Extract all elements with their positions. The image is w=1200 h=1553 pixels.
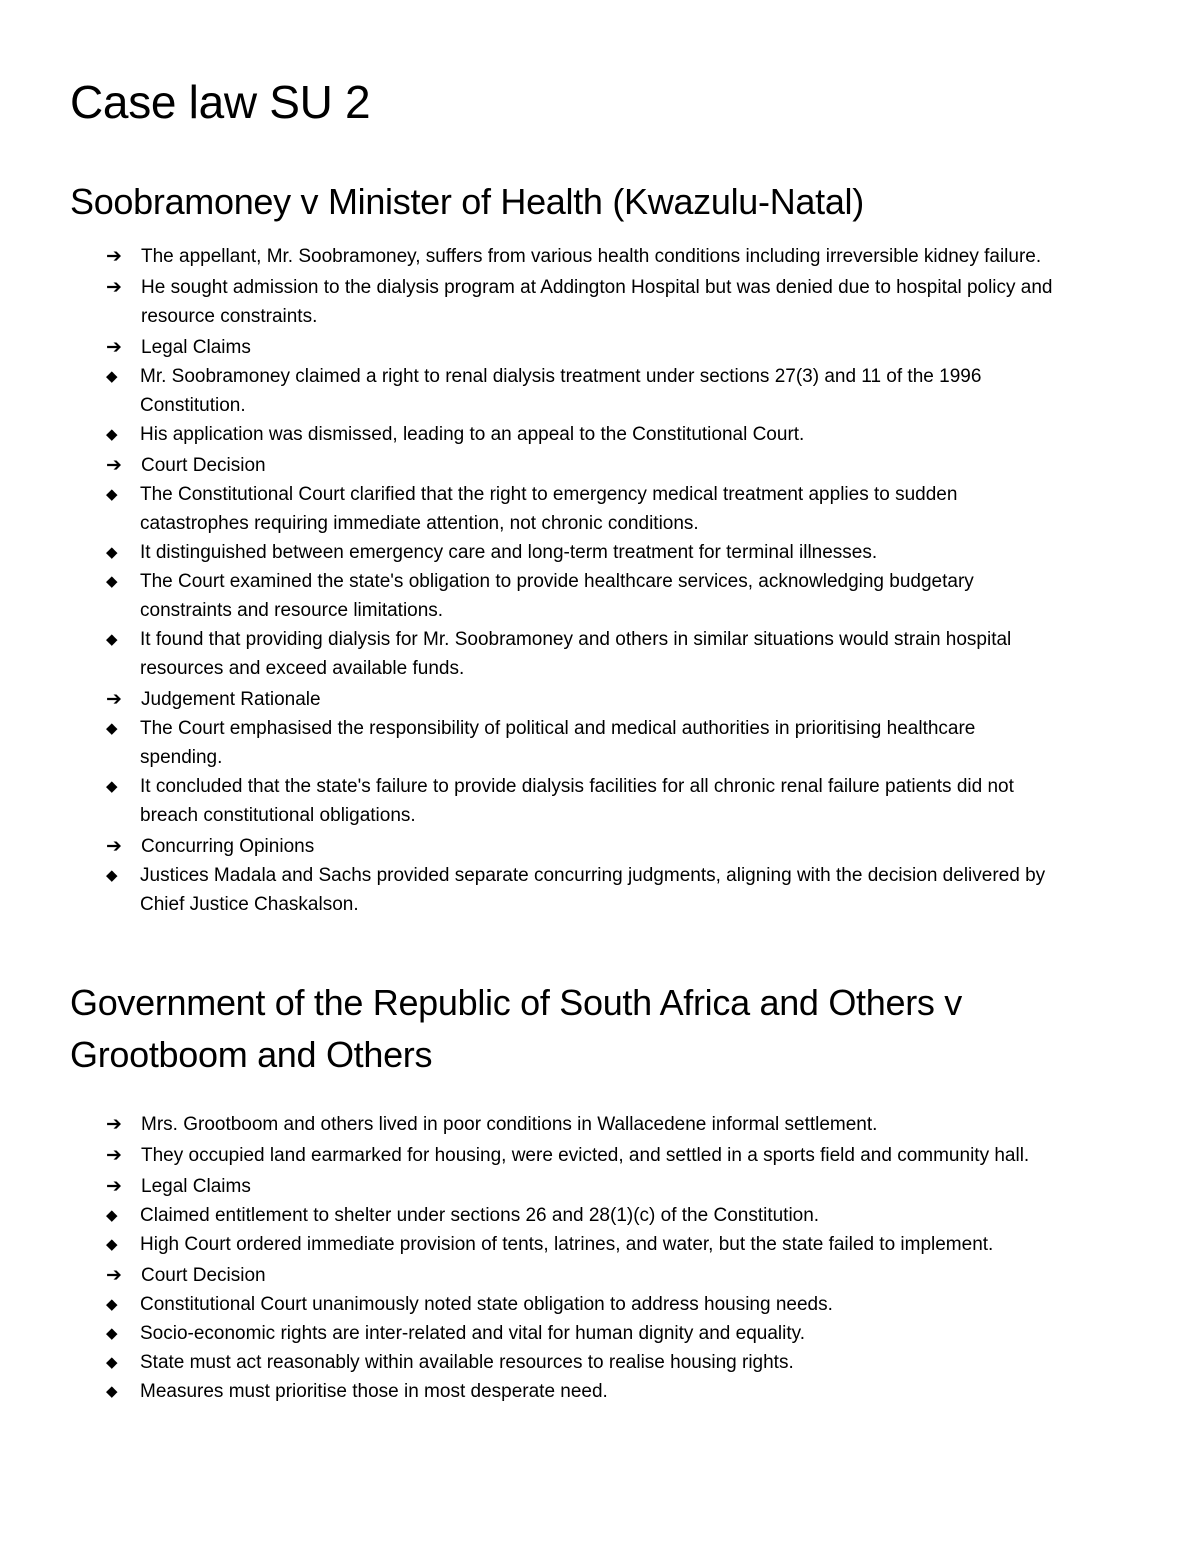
bullet-list [0, 242, 1200, 919]
list-item-text: Court Decision [141, 1265, 266, 1286]
arrow-bullet-icon: ➔ [106, 1175, 122, 1197]
sub-list-item-text: It found that providing dialysis for Mr. Soobramoney and others in similar situations would strain hospital resources and exceed available funds. [140, 629, 1012, 679]
sub-list-item [70, 861, 1052, 919]
list-item-text: Mrs. Grootboom and others lived in poor conditions in Wallacedene informal settlement. [141, 1114, 878, 1135]
arrow-bullet-icon: ➔ [106, 688, 122, 710]
list-item [0, 333, 1106, 449]
list-item-text: Legal Claims [141, 337, 251, 358]
bullet-list [0, 1110, 1200, 1406]
arrow-bullet-icon: ➔ [106, 276, 122, 298]
sub-bullet-list [70, 1290, 1106, 1406]
sub-bullet-list [70, 480, 1106, 683]
sub-list-item [70, 1319, 1052, 1348]
diamond-bullet-icon: ◆ [106, 1382, 118, 1400]
diamond-bullet-icon: ◆ [106, 1295, 118, 1313]
list-item [0, 273, 1106, 331]
sub-list-item [70, 420, 1052, 449]
arrow-bullet-icon: ➔ [106, 1113, 122, 1135]
document-title: Case law SU 2 [70, 76, 371, 128]
diamond-bullet-icon: ◆ [106, 630, 118, 648]
sub-list-item [70, 567, 1052, 625]
sub-list-item-text: Socio-economic rights are inter-related and vital for human dignity and equality. [140, 1323, 805, 1344]
case-body [0, 1110, 1200, 1408]
sub-list-item [70, 1290, 1052, 1319]
list-item-text: He sought admission to the dialysis program at Addington Hospital but was denied due to hospital policy and resource constraints. [141, 277, 1053, 327]
sub-list-item-text: Justices Madala and Sachs provided separate concurring judgments, aligning with the decision delivered by Chief Justice Chaskalson. [140, 865, 1046, 915]
arrow-bullet-icon: ➔ [106, 245, 122, 267]
diamond-bullet-icon: ◆ [106, 485, 118, 503]
sub-list-item-text: His application was dismissed, leading to an appeal to the Constitutional Court. [140, 424, 805, 445]
case-title: Government of the Republic of South Africa and Others v Grootboom and Others [70, 982, 962, 1075]
diamond-bullet-icon: ◆ [106, 543, 118, 561]
arrow-bullet-icon: ➔ [106, 336, 122, 358]
list-item [0, 685, 1106, 830]
sub-list-item [70, 1201, 1052, 1230]
list-item [0, 451, 1106, 683]
sub-bullet-list [70, 1201, 1106, 1259]
sub-list-item-text: State must act reasonably within available resources to realise housing rights. [140, 1352, 794, 1373]
diamond-bullet-icon: ◆ [106, 572, 118, 590]
diamond-bullet-icon: ◆ [106, 367, 118, 385]
list-item [0, 1141, 1106, 1170]
arrow-bullet-icon: ➔ [106, 454, 122, 476]
sub-list-item-text: The Court emphasised the responsibility of political and medical authorities in prioritising healthcare spending. [140, 718, 976, 768]
diamond-bullet-icon: ◆ [106, 777, 118, 795]
arrow-bullet-icon: ➔ [106, 1264, 122, 1286]
arrow-bullet-icon: ➔ [106, 835, 122, 857]
diamond-bullet-icon: ◆ [106, 866, 118, 884]
sub-list-item [70, 772, 1052, 830]
sub-list-item [70, 1377, 1052, 1406]
list-item [0, 832, 1106, 919]
list-item [0, 1172, 1106, 1259]
list-item-text: The appellant, Mr. Soobramoney, suffers from various health conditions including irreversible kidney failure. [141, 246, 1042, 267]
case-title: Soobramoney v Minister of Health (Kwazulu-Natal) [70, 181, 864, 222]
sub-list-item-text: The Court examined the state's obligation to provide healthcare services, acknowledging budgetary constraints and resource limitations. [140, 571, 974, 621]
sub-list-item [70, 1348, 1052, 1377]
sub-bullet-list [70, 861, 1106, 919]
sub-list-item-text: Constitutional Court unanimously noted state obligation to address housing needs. [140, 1294, 833, 1315]
sub-bullet-list [70, 362, 1106, 449]
sub-list-item [70, 625, 1052, 683]
sub-list-item-text: It concluded that the state's failure to provide dialysis facilities for all chronic renal failure patients did not breach constitutional obligations. [140, 776, 1014, 826]
diamond-bullet-icon: ◆ [106, 1235, 118, 1253]
list-item-text: They occupied land earmarked for housing, were evicted, and settled in a sports field and community hall. [141, 1145, 1030, 1166]
arrow-bullet-icon: ➔ [106, 1144, 122, 1166]
sub-list-item [70, 1230, 1052, 1259]
diamond-bullet-icon: ◆ [106, 1353, 118, 1371]
sub-list-item-text: Measures must prioritise those in most desperate need. [140, 1381, 608, 1402]
sub-list-item [70, 538, 1052, 567]
sub-list-item [70, 480, 1052, 538]
list-item-text: Judgement Rationale [141, 689, 321, 710]
sub-list-item [70, 714, 1052, 772]
list-item-text: Concurring Opinions [141, 836, 315, 857]
list-item-text: Legal Claims [141, 1176, 251, 1197]
sub-list-item-text: Claimed entitlement to shelter under sections 26 and 28(1)(c) of the Constitution. [140, 1205, 820, 1226]
diamond-bullet-icon: ◆ [106, 719, 118, 737]
sub-list-item-text: High Court ordered immediate provision of tents, latrines, and water, but the state failed to implement. [140, 1234, 994, 1255]
sub-bullet-list [70, 714, 1106, 830]
diamond-bullet-icon: ◆ [106, 425, 118, 443]
sub-list-item [70, 362, 1052, 420]
diamond-bullet-icon: ◆ [106, 1206, 118, 1224]
sub-list-item-text: It distinguished between emergency care and long-term treatment for terminal illnesses. [140, 542, 878, 563]
list-item [0, 242, 1106, 271]
list-item [0, 1110, 1106, 1139]
sub-list-item-text: Mr. Soobramoney claimed a right to renal dialysis treatment under sections 27(3) and 11 of the 1996 Constitution. [140, 366, 982, 416]
diamond-bullet-icon: ◆ [106, 1324, 118, 1342]
case-body [0, 242, 1200, 921]
sub-list-item-text: The Constitutional Court clarified that the right to emergency medical treatment applies to sudden catastrophes requiring immediate attention, not chronic conditions. [140, 484, 958, 534]
list-item [0, 1261, 1106, 1406]
list-item-text: Court Decision [141, 455, 266, 476]
